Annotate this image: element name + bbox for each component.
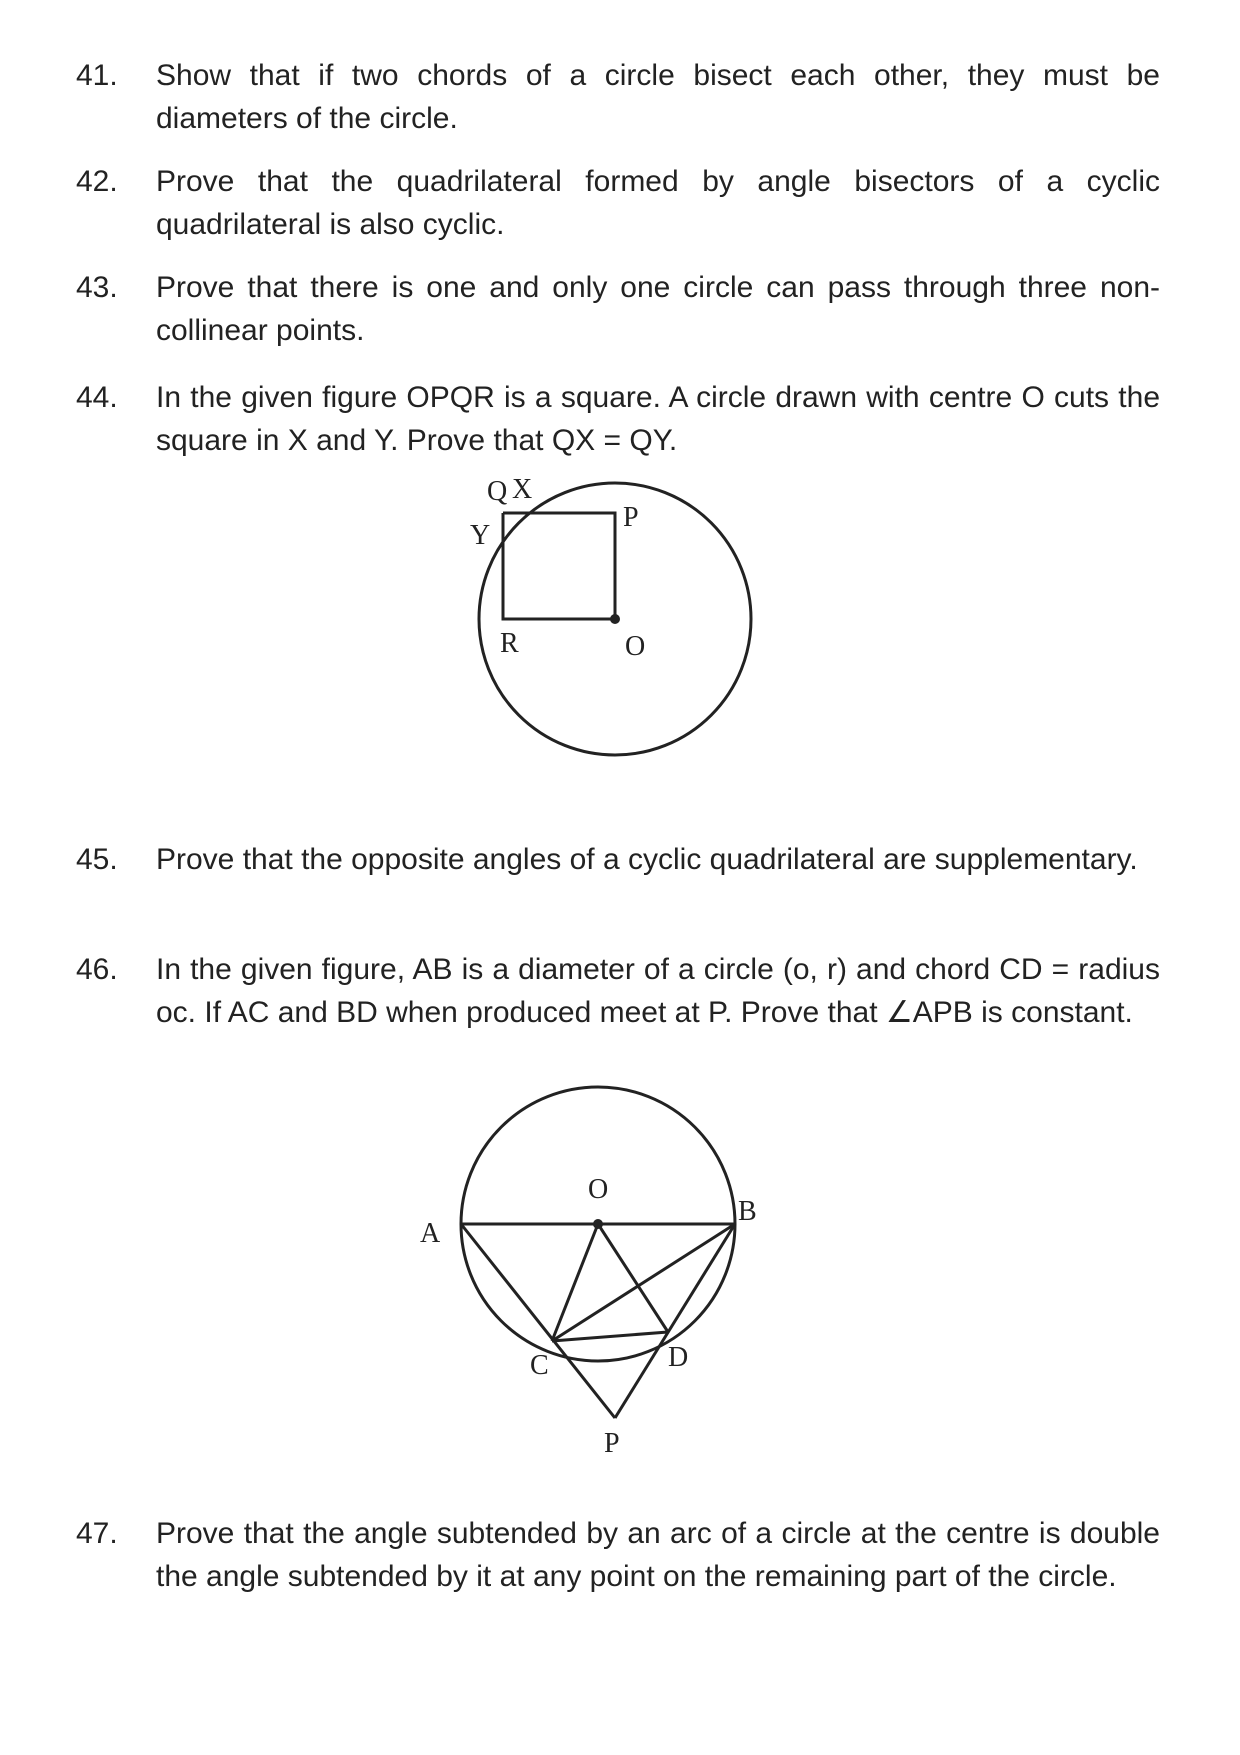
label-r: R — [500, 628, 519, 659]
question-number: 44. — [76, 381, 118, 414]
question-text: Show that if two chords of a circle bisect each other, they must be diameters of the circle. — [156, 59, 1160, 135]
square-opqr — [503, 513, 615, 619]
question-text: In the given figure OPQR is a square. A circle drawn with centre O cuts the square in X and Y. Prove that QX = QY. — [156, 381, 1160, 457]
label-b: B — [738, 1196, 757, 1227]
centre-point-o — [593, 1219, 603, 1229]
question-text: Prove that the quadrilateral formed by angle bisectors of a cyclic quadrilateral is also cyclic. — [156, 165, 1160, 241]
line-cb — [552, 1224, 735, 1341]
label-a: A — [420, 1218, 441, 1249]
question-43 — [76, 266, 1160, 352]
label-y: Y — [470, 520, 491, 551]
question-47 — [76, 1512, 1160, 1598]
label-p: P — [604, 1428, 620, 1459]
question-42 — [76, 160, 1160, 246]
line-ap — [461, 1224, 615, 1418]
question-number: 43. — [76, 271, 118, 304]
line-od — [598, 1224, 668, 1332]
label-q: Q — [487, 476, 508, 507]
label-c: C — [530, 1350, 549, 1381]
question-number: 46. — [76, 953, 118, 986]
question-text: Prove that there is one and only one circle can pass through three non-collinear points. — [156, 271, 1160, 347]
line-oc — [552, 1224, 598, 1341]
question-45 — [76, 838, 1160, 881]
line-cd — [552, 1332, 668, 1341]
question-text: In the given figure, AB is a diameter of a circle (o, r) and chord CD = radius oc. If AC and BD when produced meet at P. Prove that ∠APB is constant. — [156, 953, 1160, 1029]
question-46 — [76, 948, 1160, 1034]
line-bp — [615, 1224, 735, 1418]
label-o: O — [625, 631, 646, 662]
label-d: D — [668, 1342, 689, 1373]
label-p: P — [623, 502, 639, 533]
question-number: 47. — [76, 1517, 118, 1550]
question-text: Prove that the opposite angles of a cyclic quadrilateral are supplementary. — [156, 843, 1138, 876]
question-41 — [76, 54, 1160, 140]
label-x: X — [512, 474, 533, 505]
centre-point-o — [610, 614, 620, 624]
question-44 — [76, 376, 1160, 462]
question-text: Prove that the angle subtended by an arc of a circle at the centre is double the angle subtended by it at any point on the remaining part of the circle. — [156, 1517, 1160, 1593]
label-o: O — [588, 1174, 609, 1205]
figure-diameter-chord — [400, 1070, 780, 1460]
question-number: 45. — [76, 843, 118, 876]
question-number: 42. — [76, 165, 118, 198]
figure-square-circle — [460, 470, 760, 760]
question-number: 41. — [76, 59, 118, 92]
